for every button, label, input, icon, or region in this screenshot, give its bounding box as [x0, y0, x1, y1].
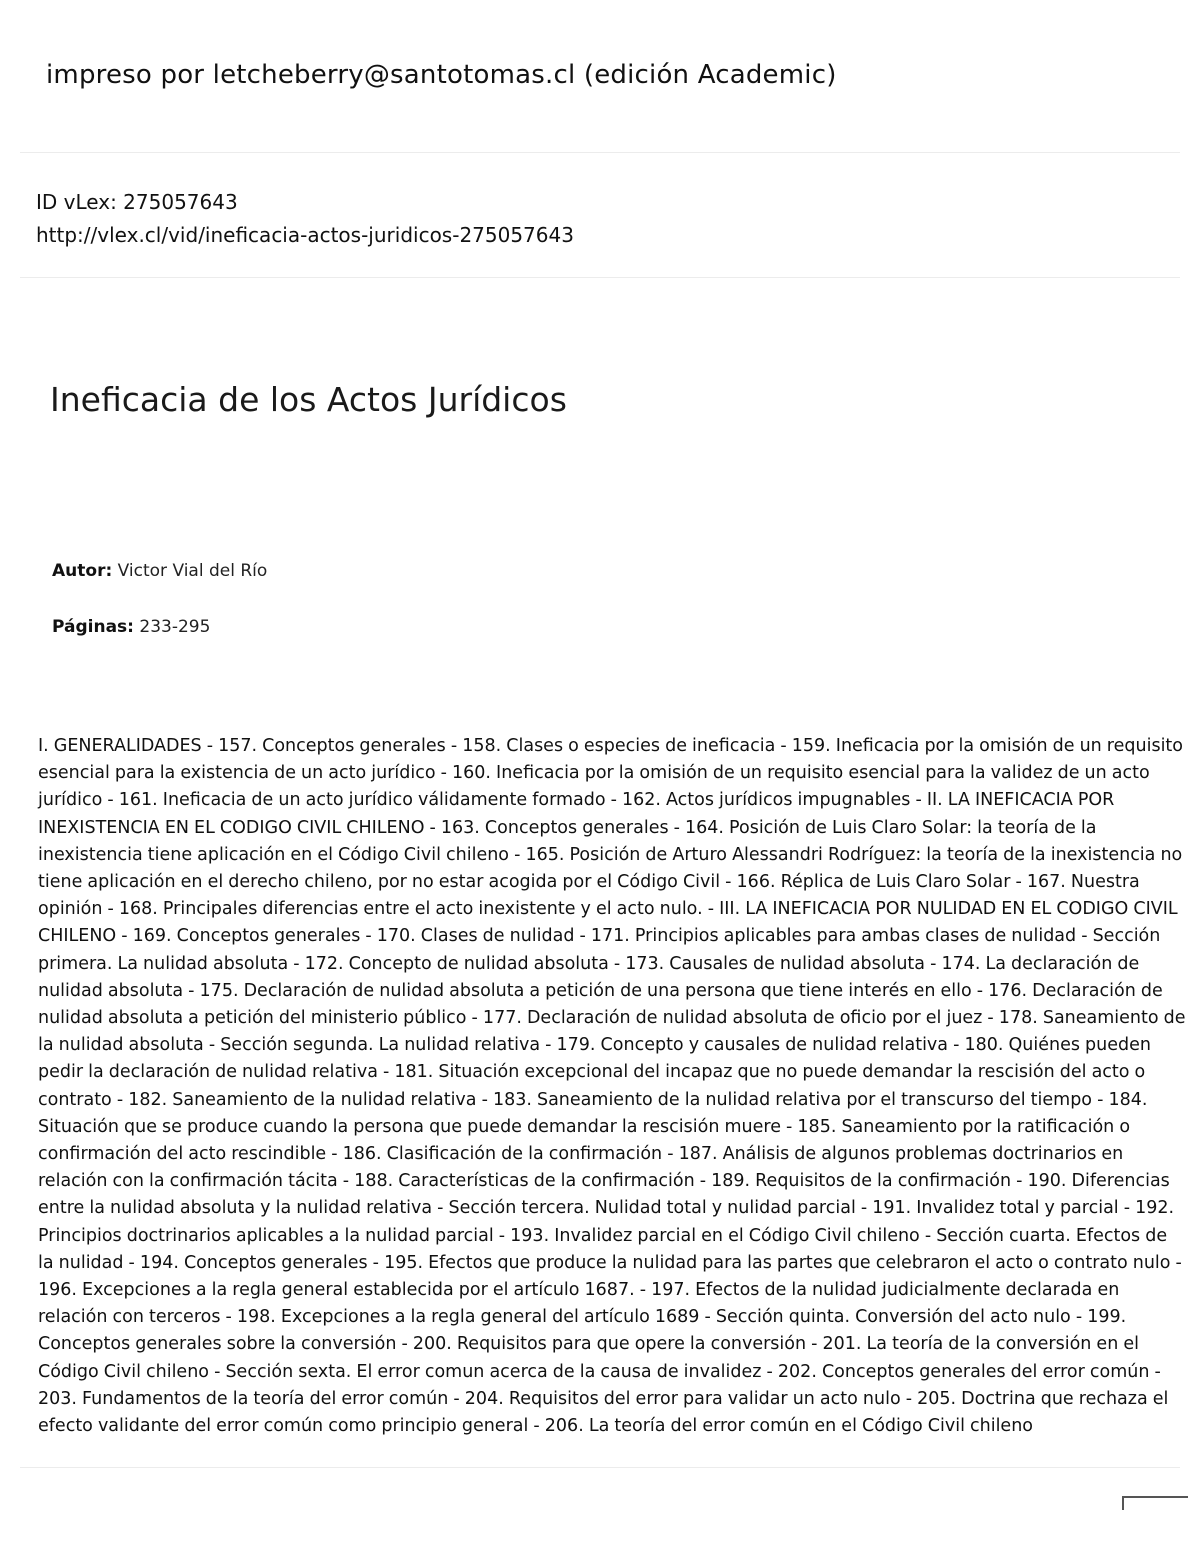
divider-bottom [20, 1467, 1180, 1468]
document-title: Ineficacia de los Actos Jurídicos [50, 380, 567, 419]
author-label: Autor: [52, 561, 113, 581]
page-corner-mark [1122, 1496, 1188, 1510]
document-url[interactable]: http://vlex.cl/vid/ineficacia-actos-juridicos-275057643 [36, 223, 574, 247]
pages-value: 233-295 [133, 617, 211, 637]
divider-top [20, 152, 1180, 153]
pages-field [52, 617, 210, 637]
table-of-contents-summary: I. GENERALIDADES - 157. Conceptos generales - 158. Clases o especies de ineficacia - 159. Ineficacia por la omisión de un requisito esencial para la existencia de un acto jurídico - 160. Ineficacia por la omisión de un requisito esencial para la validez de un acto jurídico - 161. Ineficacia de un acto jurídico válidamente formado - 162. Actos jurídicos impugnables - II. LA INEFICACIA POR INEXISTENCIA EN EL CODIGO CIVIL CHILENO - 163. Conceptos generales - 164. Posición de Luis Claro Solar: la teoría de la inexistencia tiene aplicación en el Código Civil chileno - 165. Posición de Arturo Alessandri Rodríguez: la teoría de la inexistencia no tiene aplicación en el derecho chileno, por no estar acogida por el Código Civil - 166. Réplica de Luis Claro Solar - 167. Nuestra opinión - 168. Principales diferencias entre el acto inexistente y el acto nulo. - III. LA INEFICACIA POR NULIDAD EN EL CODIGO CIVIL CHILENO - 169. Conceptos generales - 170. Clases de nulidad - 171. Principios aplicables para ambas clases de nulidad - Sección primera. La nulidad absoluta - 172. Concepto de nulidad absoluta - 173. Causales de nulidad absoluta - 174. La declaración de nulidad absoluta - 175. Declaración de nulidad absoluta a petición de una persona que tiene interés en ello - 176. Declaración de nulidad absoluta a petición del ministerio público - 177. Declaración de nulidad absoluta de oficio por el juez - 178. Saneamiento de la nulidad absoluta - Sección segunda. La nulidad relativa - 179. Concepto y causales de nulidad relativa - 180. Quiénes pueden pedir la declaración de nulidad relativa - 181. Situación excepcional del incapaz que no puede demandar la rescisión del acto o contrato - 182. Saneamiento de la nulidad relativa - 183. Saneamiento de la nulidad relativa por el transcurso del tiempo - 184. Situación que se produce cuando la persona que puede demandar la rescisión muere - 185. Saneamiento por la ratificación o confirmación del acto rescindible - 186. Clasificación de la confirmación - 187. Análisis de algunos problemas doctrinarios en relación con la confirmación tácita - 188. Características de la confirmación - 189. Requisitos de la confirmación - 190. Diferencias entre la nulidad absoluta y la nulidad relativa - Sección tercera. Nulidad total y nulidad parcial - 191. Invalidez total y parcial - 192. Principios doctrinarios aplicables a la nulidad parcial - 193. Invalidez parcial en el Código Civil chileno - Sección cuarta. Efectos de la nulidad - 194. Conceptos generales - 195. Efectos que produce la nulidad para las partes que celebraron el acto o contrato nulo - 196. Excepciones a la regla general establecida por el artículo 1687. - 197. Efectos de la nulidad judicialmente declarada en relación con terceros - 198. Excepciones a la regla general del artículo 1689 - Sección quinta. Conversión del acto nulo - 199. Conceptos generales sobre la conversión - 200. Requisitos para que opere la conversión - 201. La teoría de la conversión en el Código Civil chileno - Sección sexta. El error comun acerca de la causa de invalidez - 202. Conceptos generales del error común - 203. Fundamentos de la teoría del error común - 204. Requisitos del error para validar un acto nulo - 205. Doctrina que rechaza el efecto validante del error común como principio general - 206. La teoría del error común en el Código Civil chileno [38, 736, 1186, 1437]
pages-label: Páginas: [52, 617, 134, 637]
vlex-id: ID vLex: 275057643 [36, 190, 238, 214]
author-value: Victor Vial del Río [112, 561, 268, 581]
divider-meta [20, 277, 1180, 278]
author-field [52, 561, 267, 581]
document-meta [36, 186, 574, 252]
print-header: impreso por letcheberry@santotomas.cl (edición Academic) [46, 60, 837, 90]
